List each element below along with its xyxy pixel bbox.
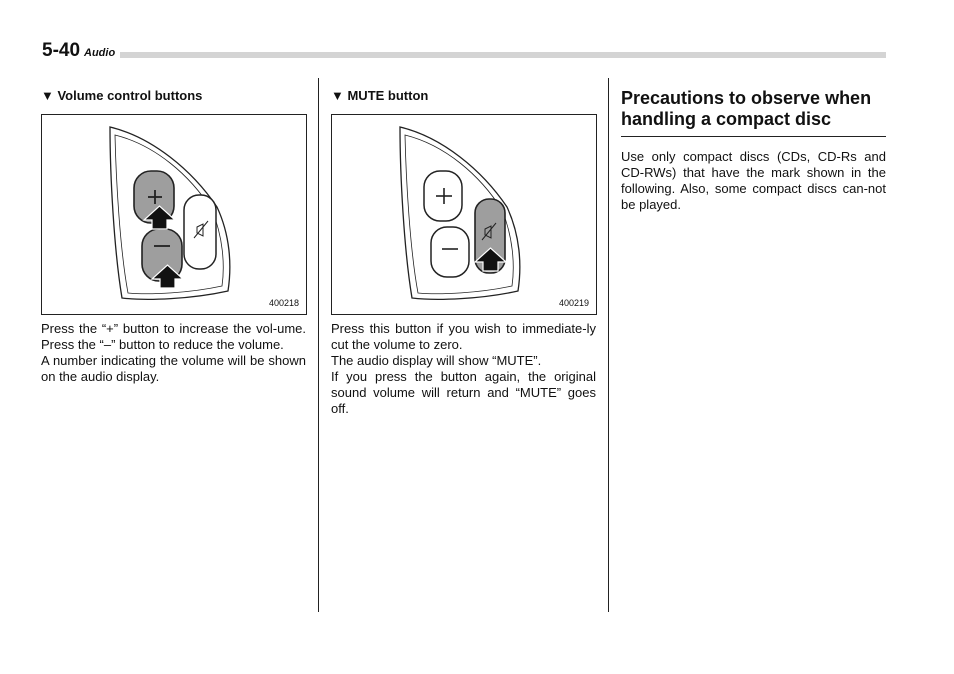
paragraph: Press this button if you wish to immediate-ly cut the volume to zero. [331,321,596,352]
header-bar [120,52,886,58]
column-divider-2 [608,78,609,612]
figure-code: 400218 [268,298,299,308]
mute-heading: ▼ MUTE button [331,88,429,103]
paragraph: The audio display will show “MUTE”. [331,353,542,368]
page-header [42,40,886,62]
section-name: Audio [84,47,116,59]
paragraph: Press the “+” button to increase the vol-ume. Press the “–” button to reduce the volume. [41,321,306,352]
paragraph: If you press the button again, the original sound volume will return and “MUTE” goes off. [331,369,596,416]
steering-switch-volume-illustration [42,115,306,314]
volume-heading: ▼ Volume control buttons [41,88,203,103]
figure-code: 400219 [558,298,589,308]
steering-switch-mute-illustration [332,115,596,314]
middle-column [331,88,596,417]
volume-figure [41,114,307,315]
paragraph: Use only compact discs (CDs, CD-Rs and CD-RWs) that have the mark shown in the following. Also, some compact discs can-not be played. [621,149,886,212]
page-number: 5-40 [42,40,81,61]
minus-button [431,227,469,277]
mute-button [184,195,216,269]
right-column [621,88,886,213]
column-divider-1 [318,78,319,612]
mute-figure [331,114,597,315]
left-column [41,88,306,385]
paragraph: A number indicating the volume will be shown on the audio display. [41,353,306,384]
section-heading: Precautions to observe when handling a compact disc [621,88,886,137]
